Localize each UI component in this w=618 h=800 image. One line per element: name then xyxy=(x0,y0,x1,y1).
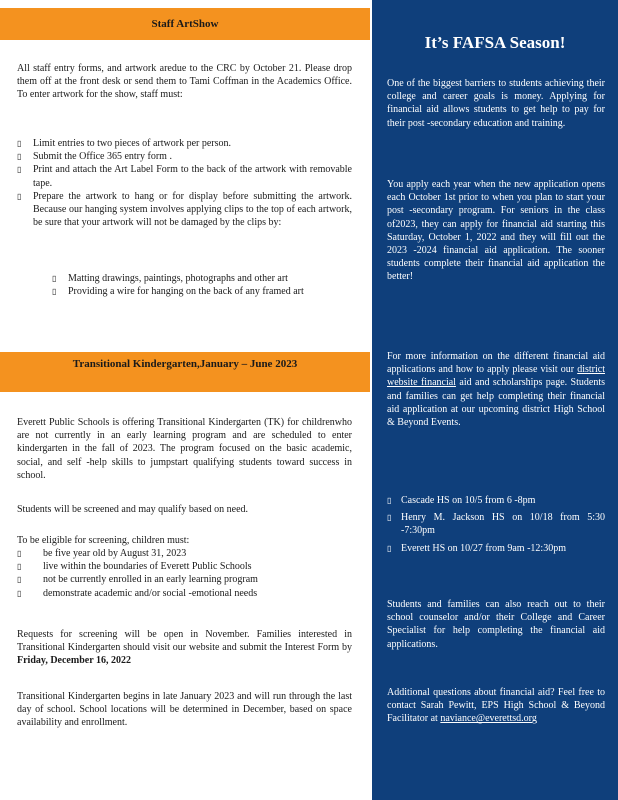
tk-requests-text: Requests for screening will be open in November. Families interested in Transitional Kindergarten should visit our website and submit the Interest Form by xyxy=(17,629,352,654)
tk-eligibility-intro: To be eligible for screening, children must: xyxy=(17,535,190,546)
list-item: ▯ Cascade HS on 10/5 from 6 -8pm xyxy=(387,495,536,506)
tk-screen-note: Students will be screened and may qualify based on need. xyxy=(17,504,249,515)
fafsa-sidebar xyxy=(372,0,618,800)
bullet-icon: ▯ xyxy=(17,165,22,175)
bullet-icon: ▯ xyxy=(52,287,57,297)
fafsa-events-list xyxy=(387,494,605,555)
staff-artshow-intro: All staff entry forms, and artwork aredue to the CRC by October 21. Please drop them off at the front desk or send them to Tami Coffman in the Academics Office. To enter artwork for the show, staff must: xyxy=(17,63,352,101)
list-item: ▯ Limit entries to two pieces of artwork per person. xyxy=(17,138,231,149)
tk-requests-date: Friday, December 16, 2022 xyxy=(17,655,131,667)
staff-sub-options xyxy=(52,272,342,298)
tk-banner xyxy=(0,352,370,392)
list-item: ▯ Matting drawings, paintings, photographs and other art xyxy=(52,273,288,284)
fafsa-paragraph-5: Additional questions about financial aid? Feel free to contact Sarah Pewitt, EPS High School & Beyond Facilitator at naviance@everettsd.org xyxy=(387,687,605,725)
list-item: ▯ Submit the Office 365 entry form . xyxy=(17,151,172,163)
bullet-icon: ▯ xyxy=(387,496,392,505)
list-item: ▯ Providing a wire for hanging on the back of any framed art xyxy=(52,286,304,298)
tk-requests-paragraph xyxy=(17,628,352,668)
fafsa-paragraph-4: Students and families can also reach out to their school counselor and/or their College and Career Specialist for help completing the financial aid applications. xyxy=(387,599,605,650)
bullet-icon: ▯ xyxy=(17,152,22,162)
fafsa-paragraph-1: One of the biggest barriers to students achieving their college and career goals is money. Applying for financial aid allows students to get help to pay for their post -secondary education and training. xyxy=(387,78,605,129)
bullet-icon: ▯ xyxy=(17,549,22,558)
bullet-icon: ▯ xyxy=(387,513,392,523)
staff-requirements-list xyxy=(17,137,352,229)
tk-title: Transitional Kindergarten,January – June 2023 xyxy=(72,358,298,370)
bullet-icon: ▯ xyxy=(17,562,22,572)
bullet-icon: ▯ xyxy=(17,139,22,148)
bullet-icon: ▯ xyxy=(17,191,22,201)
list-item: ▯ not be currently enrolled in an early learning program xyxy=(17,574,258,586)
list-item: ▯ live within the boundaries of Everett Public Schools xyxy=(17,561,252,573)
list-item: ▯ Henry M. Jackson HS on 10/18 from 5:30 -7:30pm xyxy=(387,512,605,537)
email-link[interactable]: naviance@everettsd.org xyxy=(440,713,537,725)
fafsa-title: It’s FAFSA Season! xyxy=(424,33,566,52)
bullet-icon: ▯ xyxy=(387,543,392,553)
bullet-icon: ▯ xyxy=(52,274,57,283)
district-website-link[interactable]: district website financial xyxy=(387,364,605,389)
staff-artshow-title: Staff ArtShow xyxy=(151,18,219,30)
bullet-icon: ▯ xyxy=(17,575,22,585)
staff-artshow-banner xyxy=(0,8,370,40)
list-item: ▯ demonstrate academic and/or social -emotional needs xyxy=(17,587,258,599)
fafsa-paragraph-2: You apply each year when the new application opens each October 1st prior to when you plan to start your post -secondary program. For seniors in the class of2023, they can apply for financial aid starting this Saturday, October 1, 2022 and they will fill out the 2023 -2024 financial aid application. The sooner students complete their financial aid application the better! xyxy=(387,179,605,283)
list-item: ▯ Everett HS on 10/27 from 9am -12:30pm xyxy=(387,542,566,554)
list-item: ▯ Print and attach the Art Label Form to the back of the artwork with removable tape. xyxy=(17,164,352,189)
tk-eligibility-list xyxy=(17,547,352,600)
tk-intro: Everett Public Schools is offering Transitional Kindergarten (TK) for childrenwho are not currently in an early learning program and are scheduled to enter kindergarten in the fall of 2023. The program focused on the basic academic, social, and self -help skills to jumpstart qualifying students toward success in school. xyxy=(17,417,352,481)
list-item: ▯ be five year old by August 31, 2023 xyxy=(17,548,187,559)
list-item: ▯ Prepare the artwork to hang or for display before submitting the artwork. Because our hanging system involves applying clips to the top of each artwork, be sure that your artwork will not be damaged by the clips by: xyxy=(17,190,352,229)
bullet-icon: ▯ xyxy=(17,588,22,598)
tk-schedule: Transitional Kindergarten begins in late January 2023 and will run through the last day of school. School locations will be determined in December, based on space availability and enrollment. xyxy=(17,691,352,729)
fafsa-paragraph-3: For more information on the different financial aid applications and how to apply please visit our district website financial aid and scholarships page. Students and families can get help completing their financial aid application at our upcoming district High School & Beyond Events. xyxy=(387,351,606,429)
